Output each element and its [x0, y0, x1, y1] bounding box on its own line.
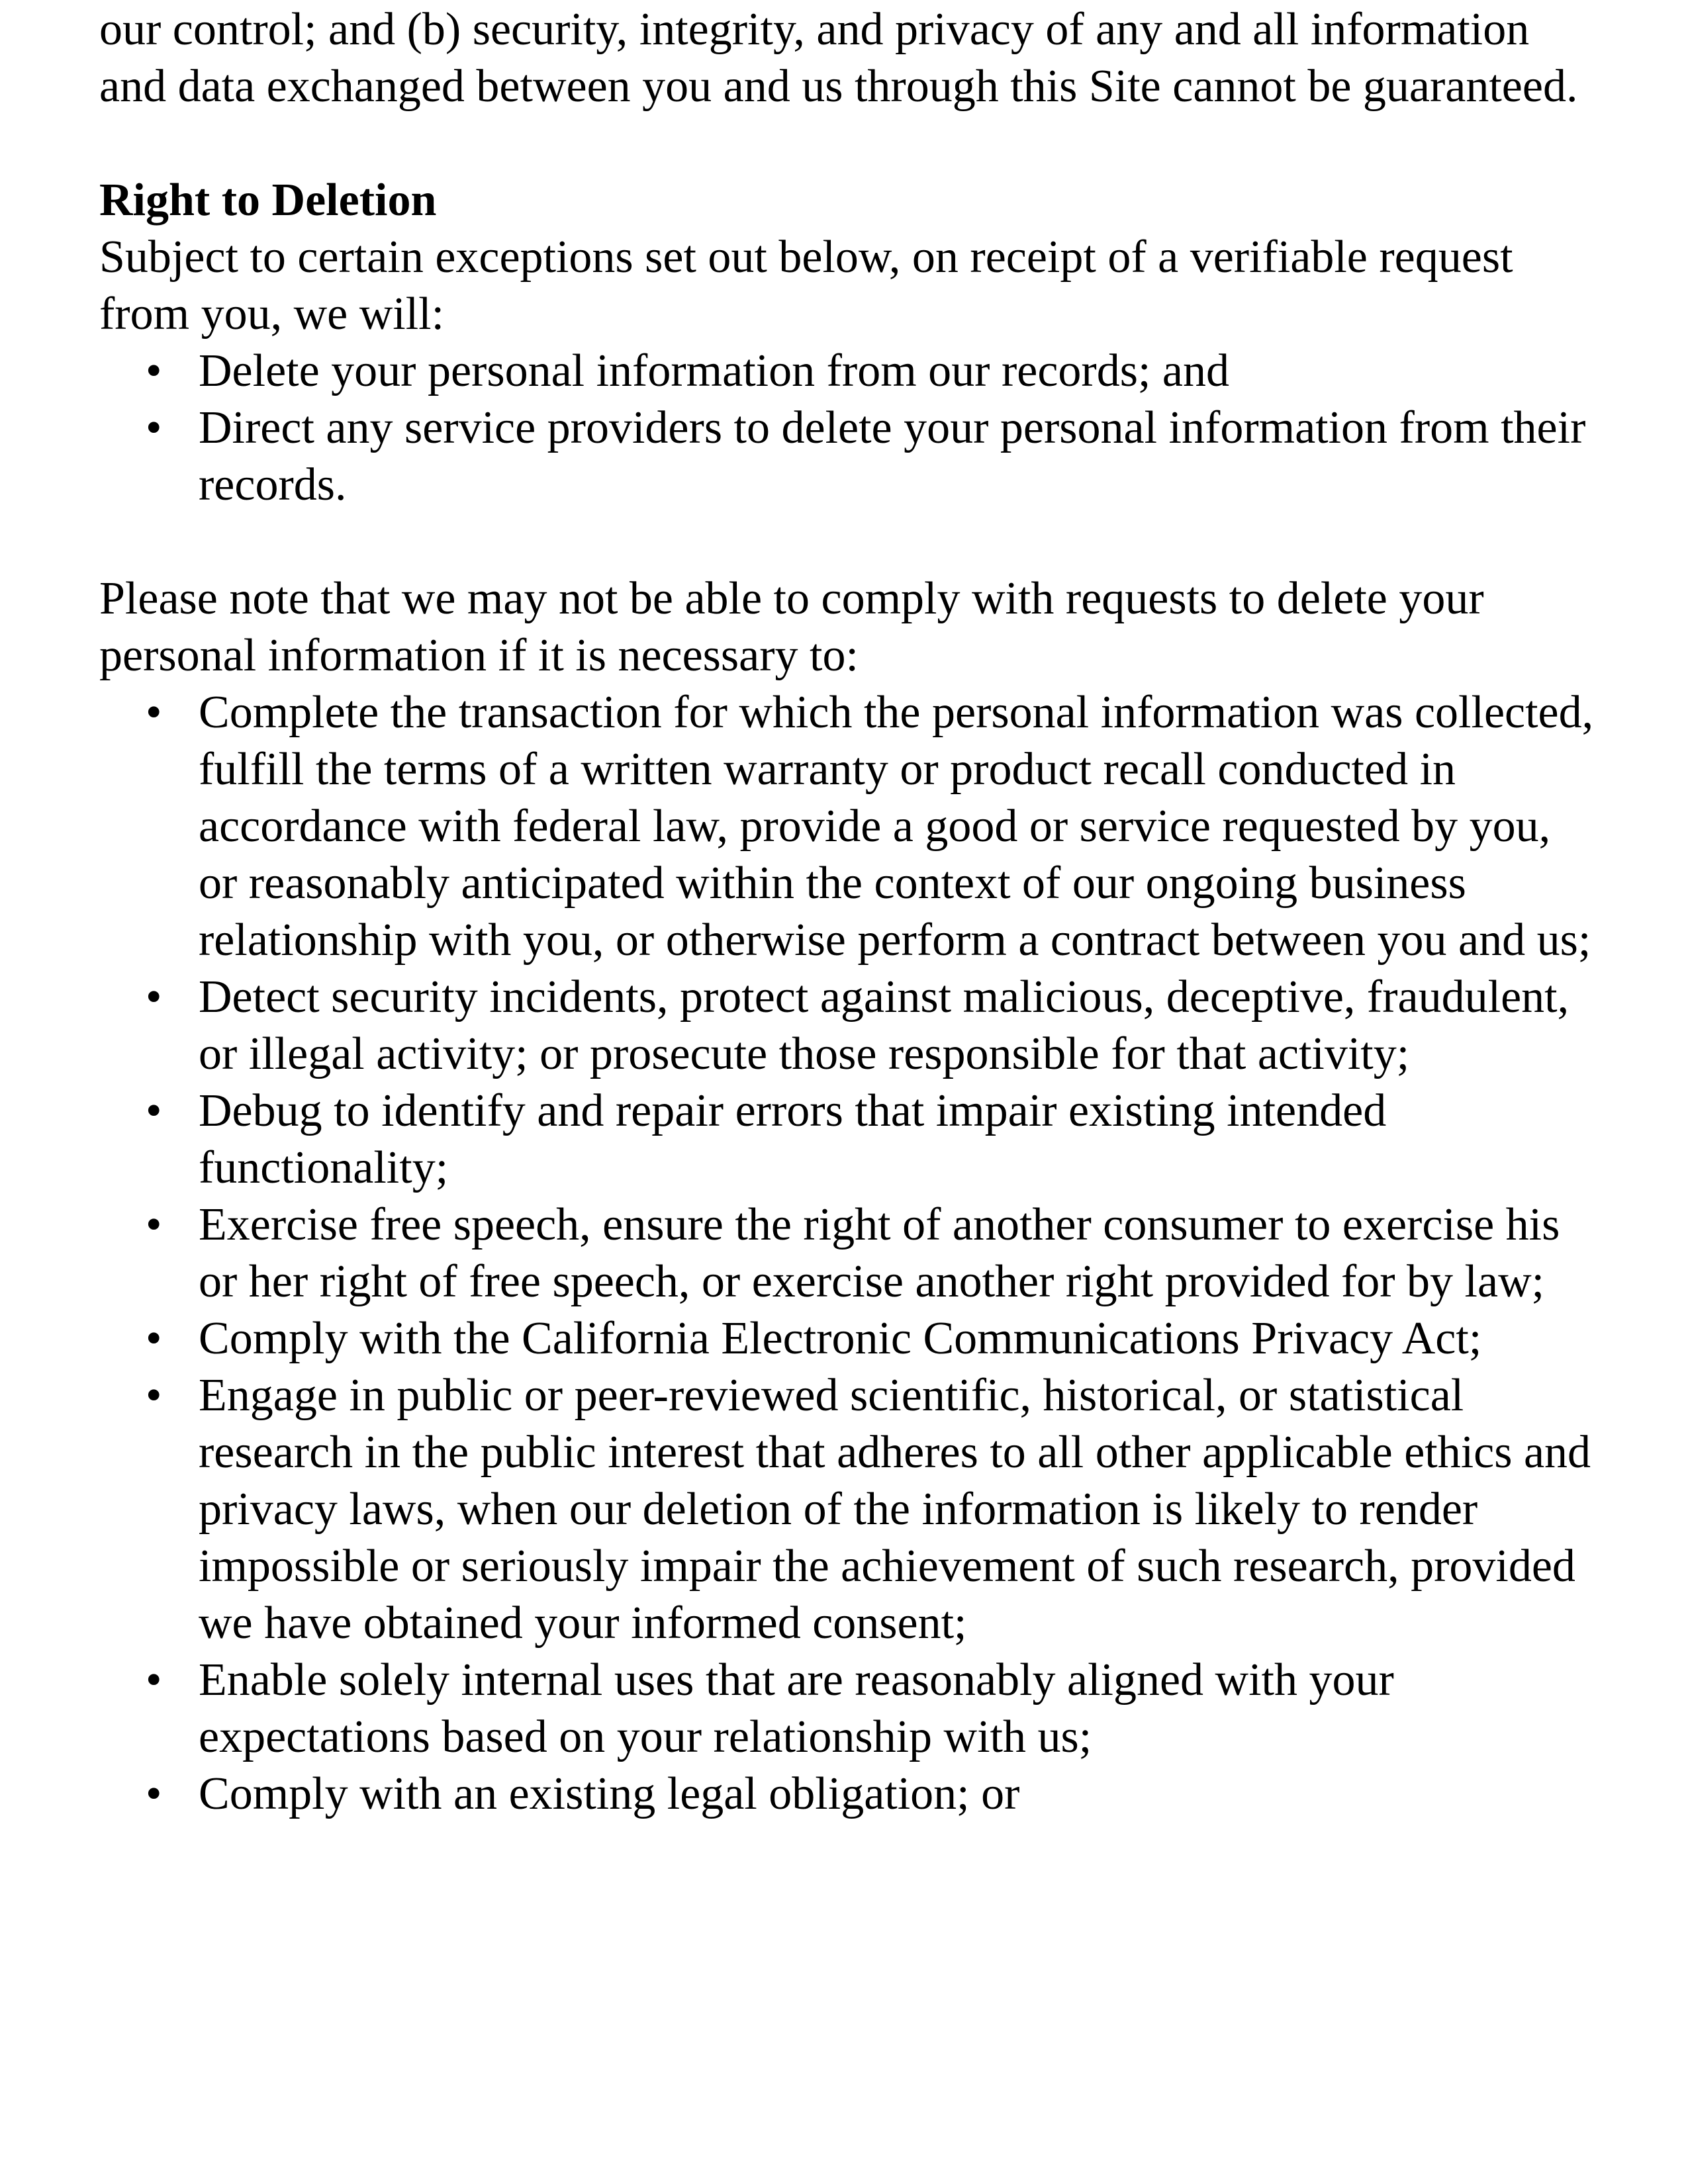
list-item [99, 969, 1595, 1083]
list-item-text: Comply with an existing legal obligation; or [199, 1768, 1020, 1819]
intro-paragraph: our control; and (b) security, integrity, and privacy of any and all information and data exchanged between you and us through this Site cannot be guaranteed. [99, 4, 1578, 112]
bullet-icon: • [146, 345, 162, 396]
list-item [99, 400, 1595, 514]
list-item [99, 1197, 1595, 1310]
list-item-text: Direct any service providers to delete your personal information from their records. [199, 402, 1586, 510]
list-item-text: Exercise free speech, ensure the right of another consumer to exercise his or her right of free speech, or exercise another right provided for by law; [199, 1199, 1560, 1307]
bullet-icon: • [146, 1313, 162, 1364]
deletion-list [99, 343, 1595, 514]
bullet-icon: • [146, 1199, 162, 1250]
document-page [99, 0, 1595, 1823]
list-item-text: Complete the transaction for which the personal information was collected, fulfill the terms of a written warranty or product recall conducted in accordance with federal law, provide a good or service requested by you, or reasonably anticipated within the context of our ongoing business relationship with you, or otherwise perform a contract between you and us; [199, 687, 1594, 966]
section-intro: Subject to certain exceptions set out below, on receipt of a verifiable request from you, we will: [99, 232, 1513, 340]
note-paragraph: Please note that we may not be able to comply with requests to delete your personal information if it is necessary to: [99, 573, 1484, 681]
list-item [99, 1766, 1595, 1823]
section-heading: Right to Deletion [99, 175, 437, 226]
bullet-icon: • [146, 972, 162, 1023]
list-item-text: Enable solely internal uses that are reasonably aligned with your expectations based on your relationship with us; [199, 1655, 1394, 1762]
bullet-icon: • [146, 687, 162, 738]
list-item-text: Delete your personal information from our records; and [199, 345, 1229, 396]
list-item-text: Engage in public or peer-reviewed scientific, historical, or statistical research in the public interest that adheres to all other applicable ethics and privacy laws, when our deletion of the information is likely to render impossible or seriously impair the achievement of such research, provided we have obtained your informed consent; [199, 1370, 1591, 1649]
list-item [99, 343, 1595, 400]
bullet-icon: • [146, 1655, 162, 1706]
exceptions-list [99, 684, 1595, 1823]
bullet-icon: • [146, 1370, 162, 1421]
list-item [99, 1083, 1595, 1197]
list-item [99, 1367, 1595, 1652]
bullet-icon: • [146, 1768, 162, 1819]
list-item-text: Comply with the California Electronic Communications Privacy Act; [199, 1313, 1482, 1364]
list-item [99, 684, 1595, 969]
list-item [99, 1310, 1595, 1367]
list-item-text: Debug to identify and repair errors that impair existing intended functionality; [199, 1085, 1387, 1193]
bullet-icon: • [146, 402, 162, 453]
list-item [99, 1652, 1595, 1766]
bullet-icon: • [146, 1085, 162, 1136]
list-item-text: Detect security incidents, protect against malicious, deceptive, fraudulent, or illegal activity; or prosecute those responsible for that activity; [199, 972, 1570, 1079]
